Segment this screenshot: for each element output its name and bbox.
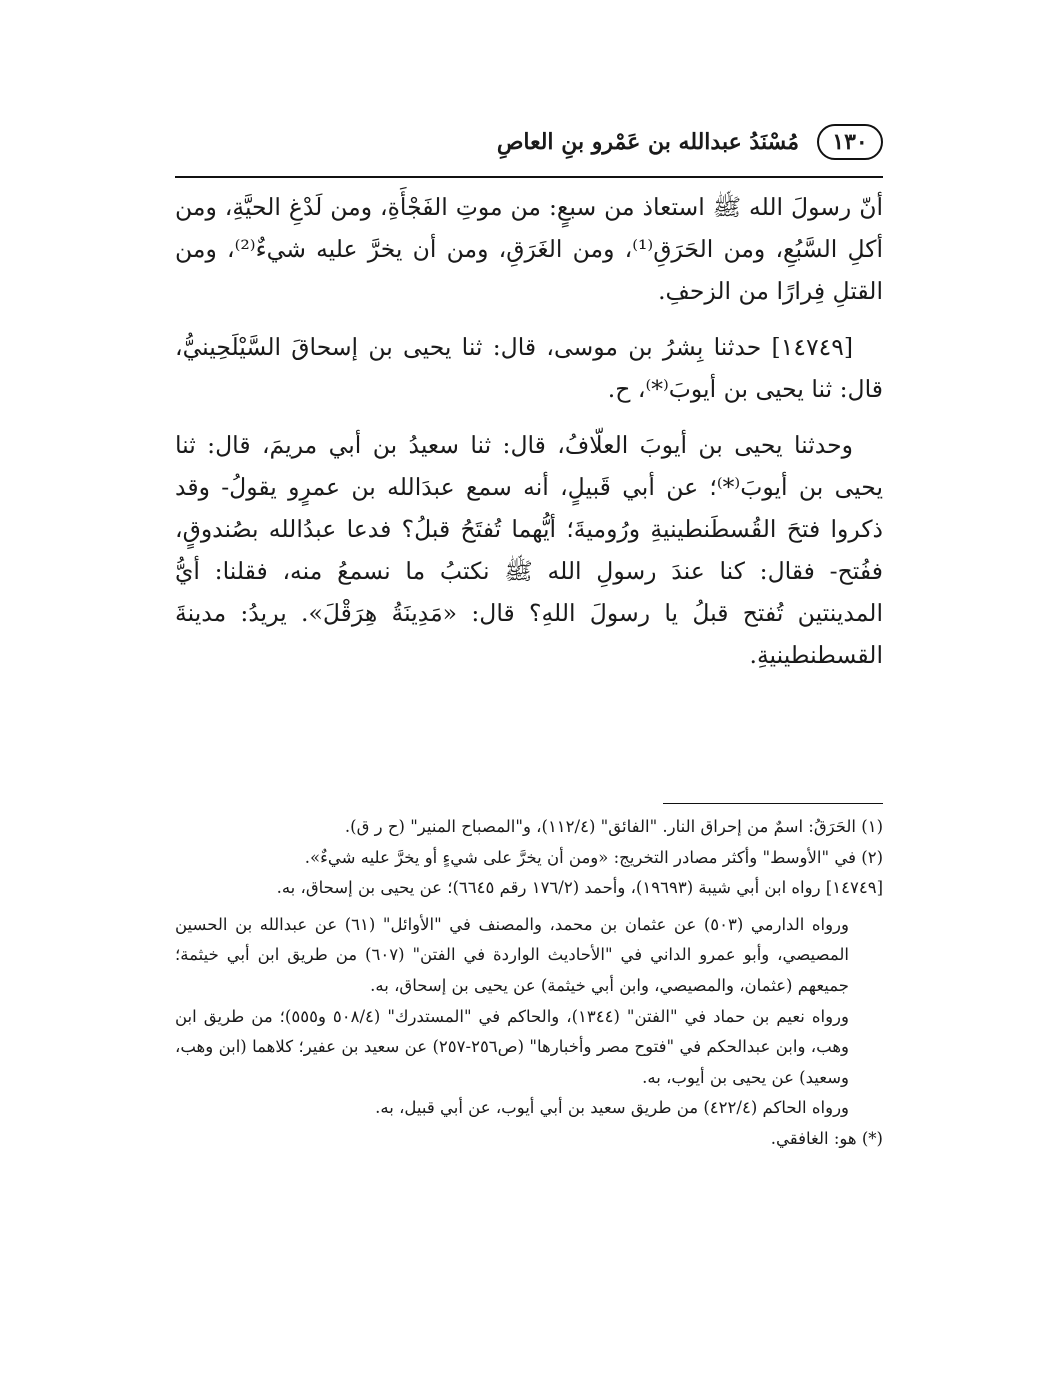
paragraph-hadith-14749: وحدثنا يحيى بن أيوبَ العلّافُ، قال: ثنا سعيدُ بن أبي مريمَ، قال: ثنا يحيى بن أيوبَ⁽*⁾؛ عن أبي قَبيلٍ، أنه سمع عبدَالله بن عمرٍو يقولُ- وقد ذكروا فتحَ القُسطَنطينيةِ ورُوميةَ؛ أيُّهما تُفتَحُ قبلُ؟ فدعا عبدُالله بصُندوقٍ، ففُتح- فقال: كنا عندَ رسولِ الله ﷺ نكتبُ ما نسمعُ منه، فقلنا: أيُّ المدينتين تُفتح قبلُ يا رسولَ اللهِ؟ قال: «مَدِينَةُ هِرَقْلَ». يريدُ: مدينةَ القسطنطينيةِ. [175, 431, 883, 669]
paragraph-hadith-text: أنّ رسولَ الله ﷺ استعاذ من سبعٍ: من موتِ الفَجْأَةِ، ومن لَدْغِ الحيَّةِ، ومن أكلِ السَّبُعِ، ومن الحَرَقِ⁽¹⁾، ومن الغَرَقِ، ومن أن يخرَّ عليه شيءٌ⁽²⁾، ومن القتلِ فِرارًا من الزحفِ. [175, 193, 883, 305]
page-number: ١٣٠ [817, 124, 883, 160]
paragraph-isnad: [١٤٧٤٩] حدثنا بِشرُ بن موسى، قال: ثنا يحيى بن إسحاقَ السَّيْلَحِينيُّ، قال: ثنا يحيى بن أيوبَ⁽*⁾، ح. [175, 333, 883, 403]
footnote-2: (٢) في "الأوسط" وأكثر مصادر التخريج: «ومن أن يخرَّ على شيءٍ أو يخرَّ عليه شيءٌ». [304, 847, 883, 867]
footnote-takhrij: [١٤٧٤٩] رواه ابن أبي شيبة (١٩٦٩٣)، وأحمد (١٧٦/٢ رقم ٦٦٤٥)؛ عن يحيى بن إسحاق، به. [276, 878, 883, 898]
footnotes [175, 812, 883, 1155]
main-text [175, 186, 883, 690]
footnote-takhrij-hakim: ورواه الحاكم (٤٢٢/٤) من طريق سعيد بن أبي أيوب، عن أبي قبيل، به. [375, 1098, 849, 1118]
footnote-star: (*) هو: الغافقي. [770, 1128, 883, 1148]
footnote-takhrij-darimi: ورواه الدارمي (٥٠٣) عن عثمان بن محمد، والمصنف في "الأوائل" (٦١) عن عبدالله بن الحسين المصيصي، وأبو عمرو الداني في "الأحاديث الواردة في الفتن" (٦٠٧) من طريق ابن أبي خيثمة؛ جميعهم (عثمان، والمصيصي، وابن أبي خيثمة) عن يحيى بن إسحاق، به. [175, 914, 849, 995]
page-header [175, 118, 883, 166]
footnote-1: (١) الحَرَقُ: اسمٌ من إحراق النار. "الفائق" (١١٢/٤)، و"المصباح المنير" (ح ر ق). [344, 817, 883, 836]
running-title: مُسْنَدُ عبدالله بن عَمْرو بنِ العاصِ [496, 129, 799, 155]
header-rule [175, 176, 883, 178]
footnote-separator [663, 803, 883, 804]
footnote-takhrij-nuaim: ورواه نعيم بن حماد في "الفتن" (١٣٤٤)، والحاكم في "المستدرك" (٥٠٨/٤ و٥٥٥)؛ من طريق ابن وهب، وابن عبدالحكم في "فتوح مصر وأخبارها" (ص٢٥٦-٢٥٧) عن سعيد بن عفير؛ كلاهما (ابن وهب، وسعيد) عن يحيى بن أيوب، به. [175, 1006, 849, 1087]
